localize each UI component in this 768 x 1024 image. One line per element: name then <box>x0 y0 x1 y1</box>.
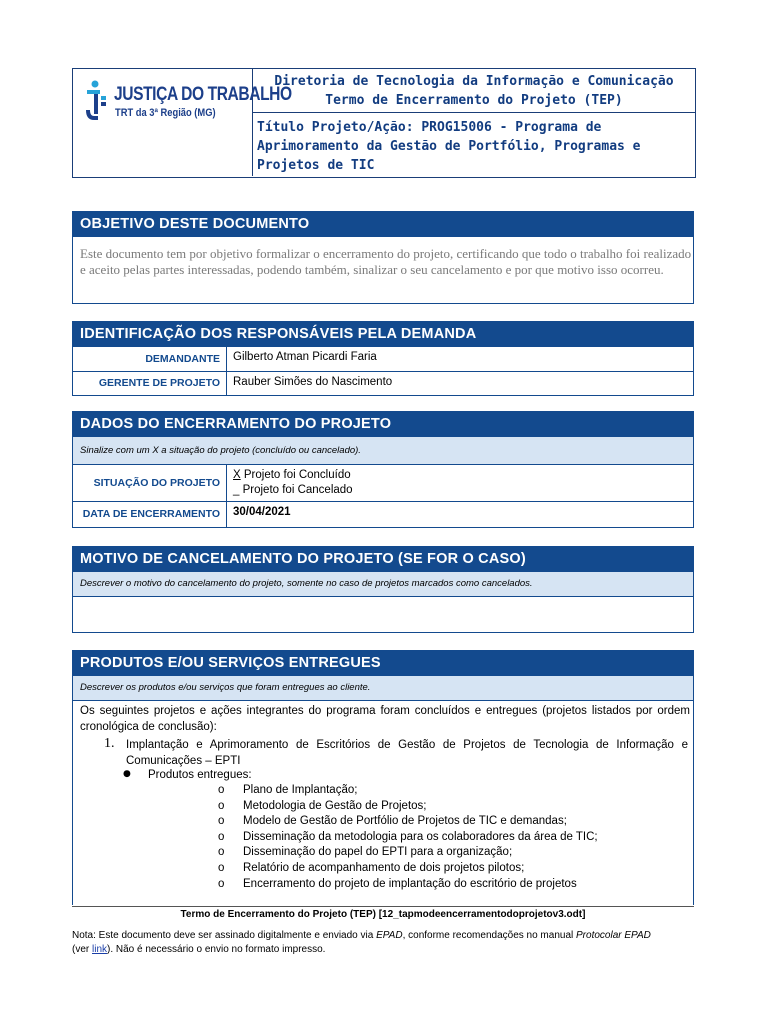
subitem-text: Plano de Implantação; <box>243 784 358 796</box>
circle-bullet-icon: o <box>218 877 225 890</box>
subitem-text: Metodologia de Gestão de Projetos; <box>243 799 427 812</box>
circle-bullet-icon: o <box>218 799 225 812</box>
subitem <box>218 783 688 799</box>
row-gerente <box>72 372 694 396</box>
subitem-text: Relatório de acompanhamento de dois projetos pilotos; <box>243 861 525 874</box>
gerente-label: GERENTE DE PROJETO <box>73 372 227 395</box>
row-data-encerramento <box>72 502 694 528</box>
footer-note <box>72 929 694 957</box>
project-title-line-3: Projetos de TIC <box>257 158 375 173</box>
section-heading-encerramento: DADOS DO ENCERRAMENTO DO PROJETO <box>72 411 694 437</box>
project-title-line-1: Título Projeto/Ação: PROG15006 - Programa de <box>257 120 602 135</box>
row-demandante <box>72 347 694 372</box>
circle-bullet-icon: o <box>218 784 225 796</box>
subitem <box>218 877 688 893</box>
section-heading-produtos: PRODUTOS E/OU SERVIÇOS ENTREGUES <box>72 650 694 676</box>
subitem-text: Modelo de Gestão de Portfólio de Projetos de TIC e demandas; <box>243 815 567 828</box>
gerente-value: Rauber Simões do Nascimento <box>233 376 393 388</box>
encerramento-hint: Sinalize com um X a situação do projeto (concluído ou cancelado). <box>72 437 694 465</box>
note-part-a: Nota: Este documento deve ser assinado digitalmente e enviado via <box>72 930 377 941</box>
justica-logo-icon <box>84 80 110 126</box>
section-heading-cancelamento: MOTIVO DE CANCELAMENTO DO PROJETO (SE FOR O CASO) <box>72 546 694 572</box>
item-1-number: 1. <box>104 736 115 751</box>
section-heading-responsaveis: IDENTIFICAÇÃO DOS RESPONSÁVEIS PELA DEMANDA <box>72 321 694 347</box>
note-part-b: , conforme recomendações no manual <box>402 930 577 941</box>
header-line-2: Termo de Encerramento do Projeto (TEP) <box>325 93 623 108</box>
circle-bullet-icon: o <box>218 846 225 859</box>
header-line-1: Diretoria de Tecnologia da Informação e Comunicação <box>274 74 674 89</box>
objetivo-text: Este documento tem por objetivo formalizar o encerramento do projeto, certificando que todo o trabalho foi realizado e aceito pelas partes interessadas, podendo também, sinalizar o seu cancelamento e por que motivo isso ocorreu. <box>80 246 692 277</box>
option-concluido <box>233 468 353 483</box>
project-title-line-2: Aprimoramento da Gestão de Portfólio, Programas e <box>257 139 641 154</box>
subitem <box>218 814 688 830</box>
bullet-icon: ● <box>123 769 131 779</box>
logo-name: JUSTIÇA DO TRABALHO <box>114 84 292 105</box>
bullet-produtos-label: Produtos entregues: <box>148 769 252 781</box>
produtos-intro: Os seguintes projetos e ações integrantes do programa foram concluídos e entregues (projetos listados por ordem cronológica de conclusão): <box>80 705 690 733</box>
situacao-options <box>233 468 353 498</box>
situacao-label: SITUAÇÃO DO PROJETO <box>73 465 227 501</box>
subitem-text: Encerramento do projeto de implantação do escritório de projetos <box>243 877 577 890</box>
footer-doc-name: Termo de Encerramento do Projeto (TEP) [12_tapmodeencerramentodoprojetov3.odt] <box>180 909 586 920</box>
note-manual: Protocolar EPAD <box>576 930 651 941</box>
header-titles <box>253 68 695 113</box>
subitem-text: Disseminação da metodologia para os colaboradores da área de TIC; <box>243 830 598 843</box>
cancelamento-hint: Descrever o motivo do cancelamento do projeto, somente no caso de projetos marcados como cancelados. <box>72 572 694 597</box>
subitems-list <box>218 783 688 892</box>
note-part-c: (ver <box>72 944 92 955</box>
demandante-label: DEMANDANTE <box>73 347 227 371</box>
option-concluido-mark: X <box>233 469 241 481</box>
note-epad: EPAD <box>376 930 403 941</box>
subitem <box>218 845 688 861</box>
data-encerramento-label: DATA DE ENCERRAMENTO <box>73 502 227 527</box>
option-cancelado-text: Projeto foi Cancelado <box>239 484 353 496</box>
project-title <box>253 114 695 176</box>
row-situacao <box>72 465 694 502</box>
subitem <box>218 799 688 815</box>
option-concluido-text: Projeto foi Concluído <box>240 469 351 481</box>
circle-bullet-icon: o <box>218 861 225 874</box>
produtos-hint: Descrever os produtos e/ou serviços que foram entregues ao cliente. <box>72 676 694 701</box>
note-part-d: ). Não é necessário o envio no formato impresso. <box>107 944 326 955</box>
option-cancelado <box>233 483 353 498</box>
option-cancelado-mark: _ <box>233 484 240 496</box>
item-1-text: Implantação e Aprimoramento de Escritórios de Gestão de Projetos de Tecnologia de Informação e Comunicações – EPTI <box>126 739 688 767</box>
cancelamento-box <box>72 597 694 633</box>
subitem-text: Disseminação do papel do EPTI para a organização; <box>243 846 513 859</box>
demandante-value: Gilberto Atman Picardi Faria <box>233 351 377 363</box>
circle-bullet-icon: o <box>218 830 225 843</box>
subitem <box>218 861 688 877</box>
subitem <box>218 830 688 846</box>
circle-bullet-icon: o <box>218 815 225 828</box>
section-heading-objetivo: OBJETIVO DESTE DOCUMENTO <box>72 211 694 237</box>
manual-link[interactable]: link <box>92 944 108 955</box>
data-encerramento-value: 30/04/2021 <box>233 506 291 518</box>
footer-divider <box>72 906 694 907</box>
logo-subtitle: TRT da 3ª Região (MG) <box>115 107 216 119</box>
